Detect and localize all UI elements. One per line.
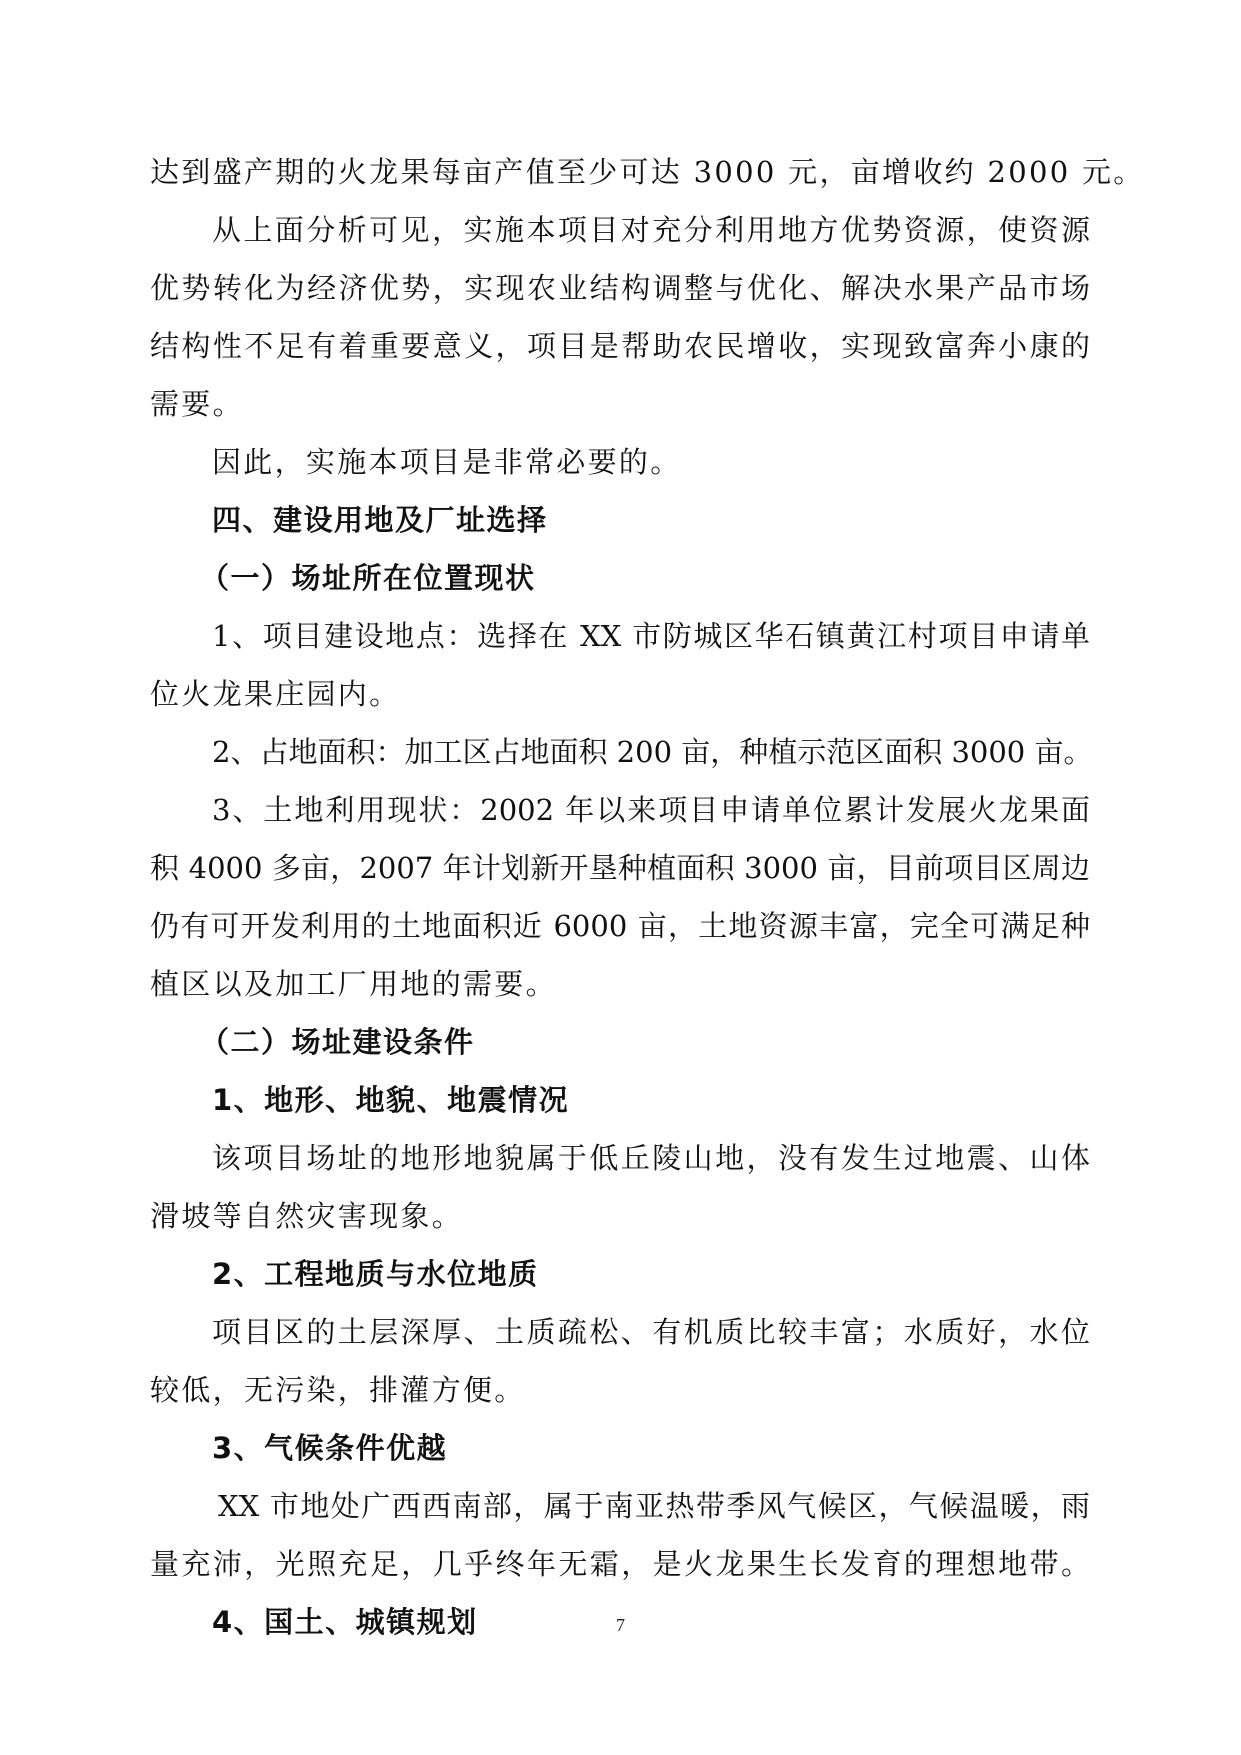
paragraph-line: 滑坡等自然灾害现象。 [150,1199,464,1233]
paragraph-line: 量充沛，光照充足，几乎终年无霜，是火龙果生长发育的理想地带。 [150,1547,1090,1581]
section-heading: 四、建设用地及厂址选择 [212,503,548,537]
paragraph-line: 较低，无污染，排灌方便。 [150,1373,526,1407]
paragraph-line: 该项目场址的地形地貌属于低丘陵山地，没有发生过地震、山体 [212,1141,1090,1175]
page-number: 7 [616,1615,625,1635]
item-heading: 4、国土、城镇规划 [212,1605,478,1639]
paragraph-line: XX 市地处广西西南部，属于南亚热带季风气候区，气候温暖，雨 [218,1489,1090,1523]
paragraph-line: 结构性不足有着重要意义，项目是帮助农民增收，实现致富奔小康的 [150,329,1090,363]
paragraph-line: 1、项目建设地点：选择在 XX 市防城区华石镇黄江村项目申请单 [212,619,1090,653]
subsection-heading: （一）场址所在位置现状 [200,561,536,595]
paragraph-line: 位火龙果庄园内。 [150,677,401,711]
paragraph-line: 项目区的土层深厚、土质疏松、有机质比较丰富；水质好，水位 [212,1315,1090,1349]
item-heading: 1、地形、地貌、地震情况 [212,1083,570,1117]
paragraph-line: 需要。 [150,387,244,421]
paragraph-line: 因此，实施本项目是非常必要的。 [212,445,682,479]
paragraph-line: 3、土地利用现状：2002 年以来项目申请单位累计发展火龙果面 [212,793,1090,827]
paragraph-line: 2、占地面积：加工区占地面积 200 亩，种植示范区面积 3000 亩。 [212,735,1093,769]
paragraph-line: 积 4000 多亩，2007 年计划新开垦种植面积 3000 亩，目前项目区周边 [150,851,1090,885]
paragraph-line: 优势转化为经济优势，实现农业结构调整与优化、解决水果产品市场 [150,271,1090,305]
subsection-heading: （二）场址建设条件 [200,1025,475,1059]
item-heading: 3、气候条件优越 [212,1431,448,1465]
item-heading: 2、工程地质与水位地质 [212,1257,539,1291]
paragraph-line: 达到盛产期的火龙果每亩产值至少可达 3000 元，亩增收约 2000 元。 [150,155,1145,189]
paragraph-line: 从上面分析可见，实施本项目对充分利用地方优势资源，使资源 [212,213,1090,247]
paragraph-line: 植区以及加工厂用地的需要。 [150,967,557,1001]
paragraph-line: 仍有可开发利用的土地面积近 6000 亩，土地资源丰富，完全可满足种 [150,909,1090,943]
